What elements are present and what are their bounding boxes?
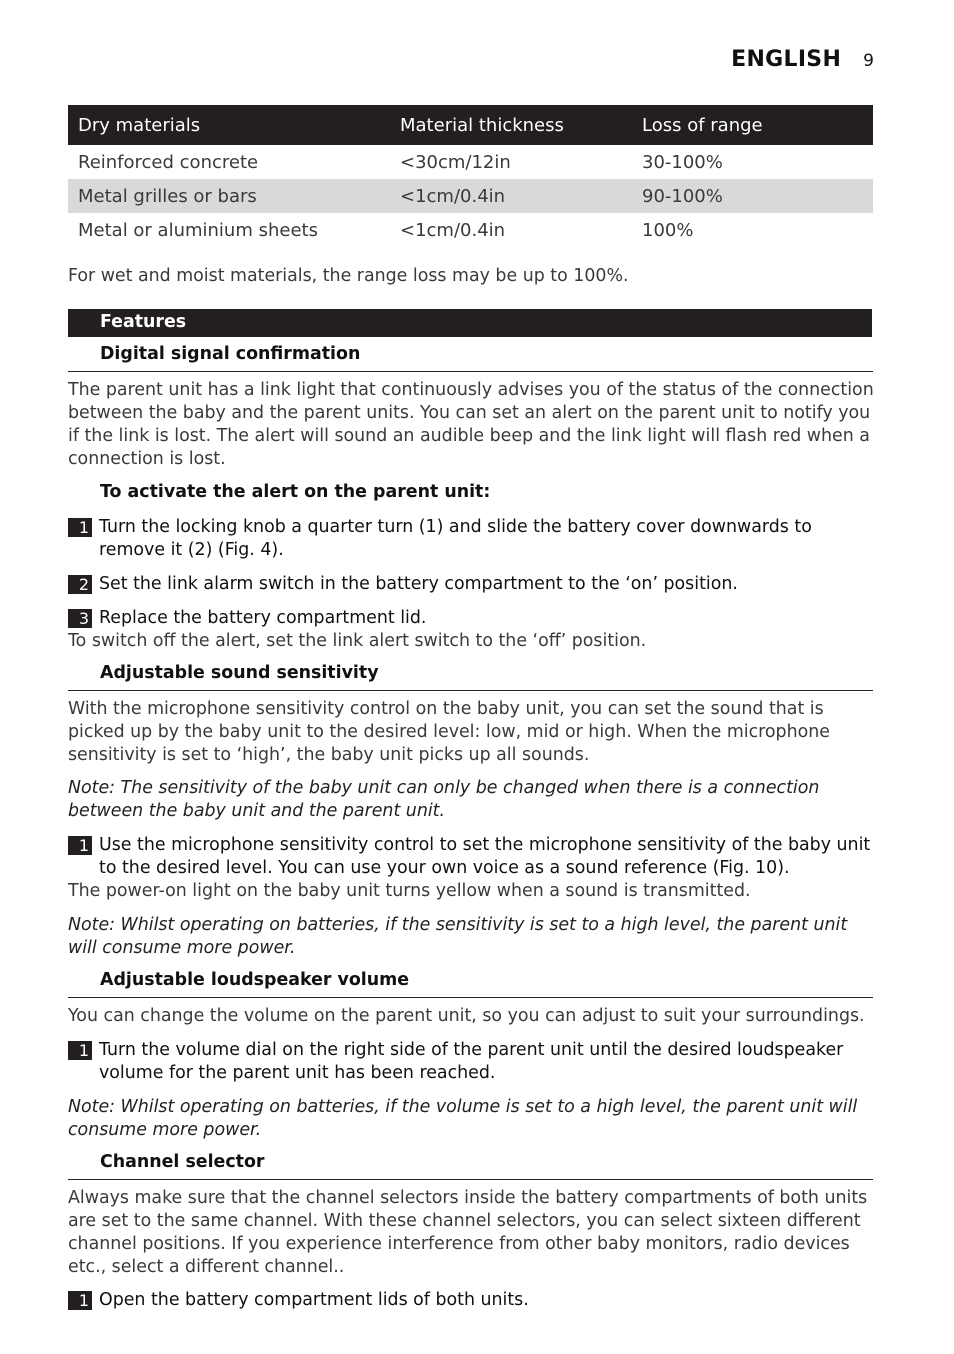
table-cell: 90-100% bbox=[632, 179, 873, 213]
table-row bbox=[68, 213, 873, 247]
step-item bbox=[68, 573, 874, 596]
table-cell: Metal grilles or bars bbox=[68, 179, 390, 213]
step-text: Set the link alarm switch in the battery compartment to the ‘on’ position. bbox=[99, 574, 738, 594]
loudspeaker-volume-heading bbox=[68, 964, 873, 998]
step-text: Turn the locking knob a quarter turn (1) and slide the battery cover downwards to remove it (2) (Fig. 4). bbox=[99, 517, 812, 560]
sound-sensitivity-heading bbox=[68, 657, 873, 691]
step-text: Open the battery compartment lids of both units. bbox=[99, 1290, 529, 1310]
digital-signal-heading bbox=[68, 338, 873, 372]
step-item bbox=[68, 1289, 874, 1312]
wet-materials-note: For wet and moist materials, the range loss may be up to 100%. bbox=[68, 266, 629, 286]
step-item bbox=[68, 516, 874, 562]
table-row bbox=[68, 145, 873, 179]
table-cell: Reinforced concrete bbox=[78, 151, 259, 173]
step-number: 3 bbox=[68, 609, 92, 628]
table-cell: 30-100% bbox=[642, 151, 723, 173]
channel-selector-body: Always make sure that the channel selectors inside the battery compartments of both units are set to the same channel. With these channel selectors, you can select sixteen different channel positions. If you experience interference from other baby monitors, radio devices etc., select a different channel.. bbox=[68, 1188, 868, 1277]
table-cell: <30cm/12in bbox=[400, 151, 511, 173]
power-on-light-text: The power-on light on the baby unit turns yellow when a sound is transmitted. bbox=[68, 881, 751, 901]
battery-volume-note: Note: Whilst operating on batteries, if the volume is set to a high level, the parent unit will consume more power. bbox=[68, 1097, 858, 1140]
step-number: 2 bbox=[68, 575, 92, 594]
step-text: Turn the volume dial on the right side of the parent unit until the desired loudspeaker volume for the parent unit has been reached. bbox=[99, 1040, 844, 1083]
step-number: 1 bbox=[68, 1291, 92, 1310]
subheading-text: Channel selector bbox=[100, 1152, 265, 1172]
subheading-text: Digital signal confirmation bbox=[100, 344, 361, 364]
activate-alert-lead: To activate the alert on the parent unit: bbox=[100, 482, 491, 502]
language-label: ENGLISH bbox=[731, 47, 842, 72]
page-number: 9 bbox=[863, 51, 874, 71]
features-title: Features bbox=[100, 312, 187, 332]
materials-table bbox=[68, 105, 873, 247]
step-number: 1 bbox=[68, 518, 92, 537]
column-header: Loss of range bbox=[632, 105, 873, 145]
sensitivity-note: Note: The sensitivity of the baby unit can only be changed when there is a connection between the baby unit and the parent unit. bbox=[68, 778, 820, 821]
sound-sensitivity-body: With the microphone sensitivity control on the baby unit, you can set the sound that is picked up by the baby unit to the desired level: low, mid or high. When the microphone sensitivity is set to ‘high’, the baby unit picks up all sounds. bbox=[68, 699, 830, 765]
step-item bbox=[68, 1039, 874, 1085]
step-text: Replace the battery compartment lid. bbox=[99, 608, 427, 628]
features-section-bar bbox=[68, 309, 872, 337]
switch-off-alert-text: To switch off the alert, set the link alert switch to the ‘off’ position. bbox=[68, 631, 647, 651]
step-item bbox=[68, 607, 874, 630]
table-header-row bbox=[68, 105, 873, 145]
page-header bbox=[731, 47, 874, 72]
loudspeaker-volume-body: You can change the volume on the parent unit, so you can adjust to suit your surroundings. bbox=[68, 1006, 865, 1026]
table-cell: 100% bbox=[642, 219, 694, 241]
subheading-text: Adjustable sound sensitivity bbox=[100, 663, 379, 683]
subheading-text: Adjustable loudspeaker volume bbox=[100, 970, 410, 990]
column-header: Material thickness bbox=[390, 105, 632, 145]
step-item bbox=[68, 834, 874, 880]
table-cell: Metal or aluminium sheets bbox=[78, 219, 318, 241]
step-number: 1 bbox=[68, 1041, 92, 1060]
table-cell: <1cm/0.4in bbox=[400, 219, 506, 241]
step-text: Use the microphone sensitivity control to set the microphone sensitivity of the baby unit to the desired level. You can use your own voice as a sound reference (Fig. 10). bbox=[99, 835, 871, 878]
table-row bbox=[68, 179, 873, 213]
digital-signal-body: The parent unit has a link light that continuously advises you of the status of the connection between the baby and the parent units. You can set an alert on the parent unit to notify you if the link is lost. The alert will sound an audible beep and the link light will flash red when a connection is lost. bbox=[68, 380, 874, 469]
table-cell: <1cm/0.4in bbox=[390, 179, 632, 213]
step-number: 1 bbox=[68, 836, 92, 855]
battery-sensitivity-note: Note: Whilst operating on batteries, if the sensitivity is set to a high level, the parent unit will consume more power. bbox=[68, 915, 848, 958]
column-header: Dry materials bbox=[68, 105, 390, 145]
channel-selector-heading bbox=[68, 1146, 873, 1180]
